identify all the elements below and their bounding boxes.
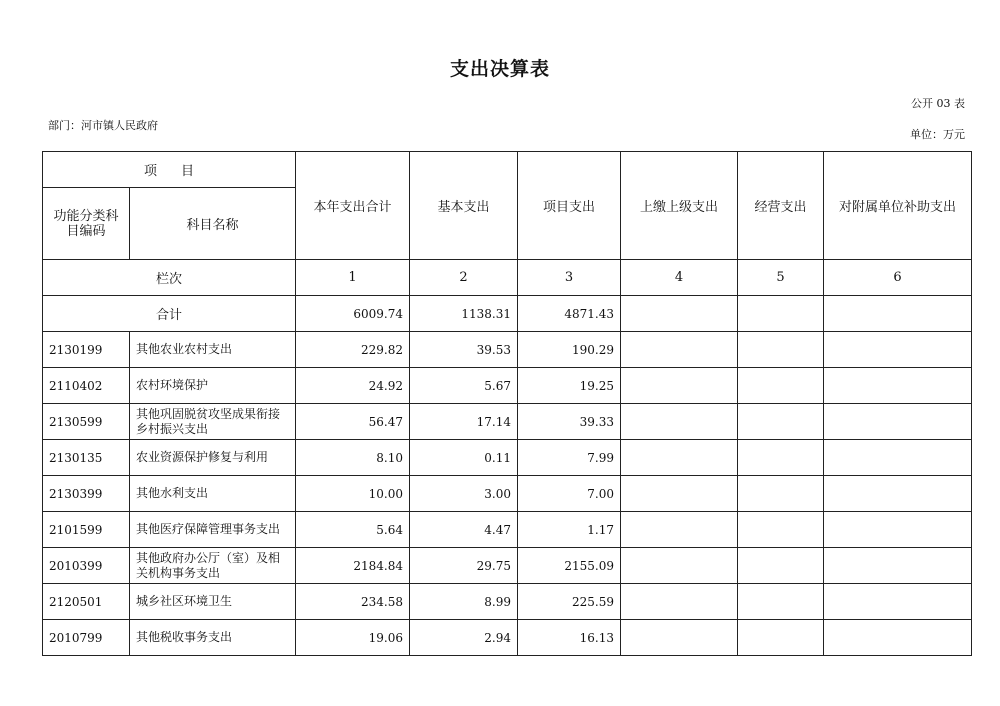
row-name: 其他税收事务支出 [130,620,296,656]
row-name: 其他政府办公厅（室）及相关机构事务支出 [130,548,296,584]
row-project: 1.17 [518,512,621,548]
row-subsidy [824,440,972,476]
page-title: 支出决算表 [449,58,550,80]
header-operation: 经营支出 [738,152,824,260]
row-basic: 2.94 [410,620,518,656]
row-superior [621,404,738,440]
table-row [43,368,972,404]
row-superior [621,368,738,404]
row-code: 2101599 [43,512,130,548]
row-total: 8.10 [296,440,410,476]
row-superior [621,620,738,656]
row-operation [738,620,824,656]
row-subsidy [824,512,972,548]
row-subsidy [824,476,972,512]
column-index-4: 4 [621,260,738,296]
header-func-code: 功能分类科目编码 [43,188,130,260]
row-basic: 8.99 [410,584,518,620]
table-row [43,620,972,656]
column-index-5: 5 [738,260,824,296]
row-superior [621,332,738,368]
row-project: 7.99 [518,440,621,476]
total-label: 合计 [43,296,296,332]
table-row [43,584,972,620]
row-project: 39.33 [518,404,621,440]
row-code: 2010399 [43,548,130,584]
row-code: 2130135 [43,440,130,476]
row-total: 10.00 [296,476,410,512]
total-subsidy [824,296,972,332]
row-total: 234.58 [296,584,410,620]
header-total: 本年支出合计 [296,152,410,260]
total-basic: 1138.31 [410,296,518,332]
row-name: 农业资源保护修复与利用 [130,440,296,476]
column-index-1: 1 [296,260,410,296]
row-project: 225.59 [518,584,621,620]
row-operation [738,440,824,476]
total-operation [738,296,824,332]
header-item-b: 目 [181,164,195,179]
department-label: 部门：河市镇人民政府 [48,119,158,132]
total-row [43,296,972,332]
expenditure-table [42,151,972,656]
row-basic: 29.75 [410,548,518,584]
table-row [43,476,972,512]
total-superior [621,296,738,332]
row-operation [738,368,824,404]
table-row [43,332,972,368]
row-code: 2010799 [43,620,130,656]
row-operation [738,548,824,584]
row-basic: 3.00 [410,476,518,512]
row-total: 56.47 [296,404,410,440]
row-total: 229.82 [296,332,410,368]
row-operation [738,404,824,440]
row-basic: 4.47 [410,512,518,548]
row-code: 2130599 [43,404,130,440]
total-project: 4871.43 [518,296,621,332]
row-total: 5.64 [296,512,410,548]
row-name: 其他巩固脱贫攻坚成果衔接乡村振兴支出 [130,404,296,440]
row-superior [621,548,738,584]
column-index-6: 6 [824,260,972,296]
header-item [43,152,296,188]
table-row [43,512,972,548]
row-subsidy [824,332,972,368]
row-total: 19.06 [296,620,410,656]
table-row [43,404,972,440]
row-subsidy [824,584,972,620]
column-index-2: 2 [410,260,518,296]
row-name: 其他农业农村支出 [130,332,296,368]
row-operation [738,332,824,368]
row-operation [738,584,824,620]
table-row [43,548,972,584]
row-name: 其他水利支出 [130,476,296,512]
row-name: 农村环境保护 [130,368,296,404]
row-superior [621,440,738,476]
row-project: 7.00 [518,476,621,512]
row-basic: 5.67 [410,368,518,404]
table-row [43,440,972,476]
row-code: 2110402 [43,368,130,404]
header-subject-name: 科目名称 [130,188,296,260]
row-basic: 39.53 [410,332,518,368]
column-index-label: 栏次 [43,260,296,296]
row-basic: 0.11 [410,440,518,476]
row-name: 城乡社区环境卫生 [130,584,296,620]
row-basic: 17.14 [410,404,518,440]
row-project: 16.13 [518,620,621,656]
row-superior [621,512,738,548]
row-code: 2130399 [43,476,130,512]
row-operation [738,512,824,548]
row-superior [621,476,738,512]
header-basic: 基本支出 [410,152,518,260]
total-sum: 6009.74 [296,296,410,332]
header-superior: 上缴上级支出 [621,152,738,260]
row-subsidy [824,620,972,656]
header-project: 项目支出 [518,152,621,260]
row-code: 2130199 [43,332,130,368]
row-name: 其他医疗保障管理事务支出 [130,512,296,548]
unit-label: 单位：万元 [910,128,965,141]
form-number: 公开 03 表 [911,97,965,110]
row-superior [621,584,738,620]
row-operation [738,476,824,512]
row-total: 2184.84 [296,548,410,584]
row-project: 2155.09 [518,548,621,584]
row-subsidy [824,368,972,404]
header-subsidy: 对附属单位补助支出 [824,152,972,260]
row-subsidy [824,548,972,584]
row-total: 24.92 [296,368,410,404]
header-item-a: 项 [143,164,157,179]
row-subsidy [824,404,972,440]
row-project: 190.29 [518,332,621,368]
row-project: 19.25 [518,368,621,404]
column-index-3: 3 [518,260,621,296]
row-code: 2120501 [43,584,130,620]
